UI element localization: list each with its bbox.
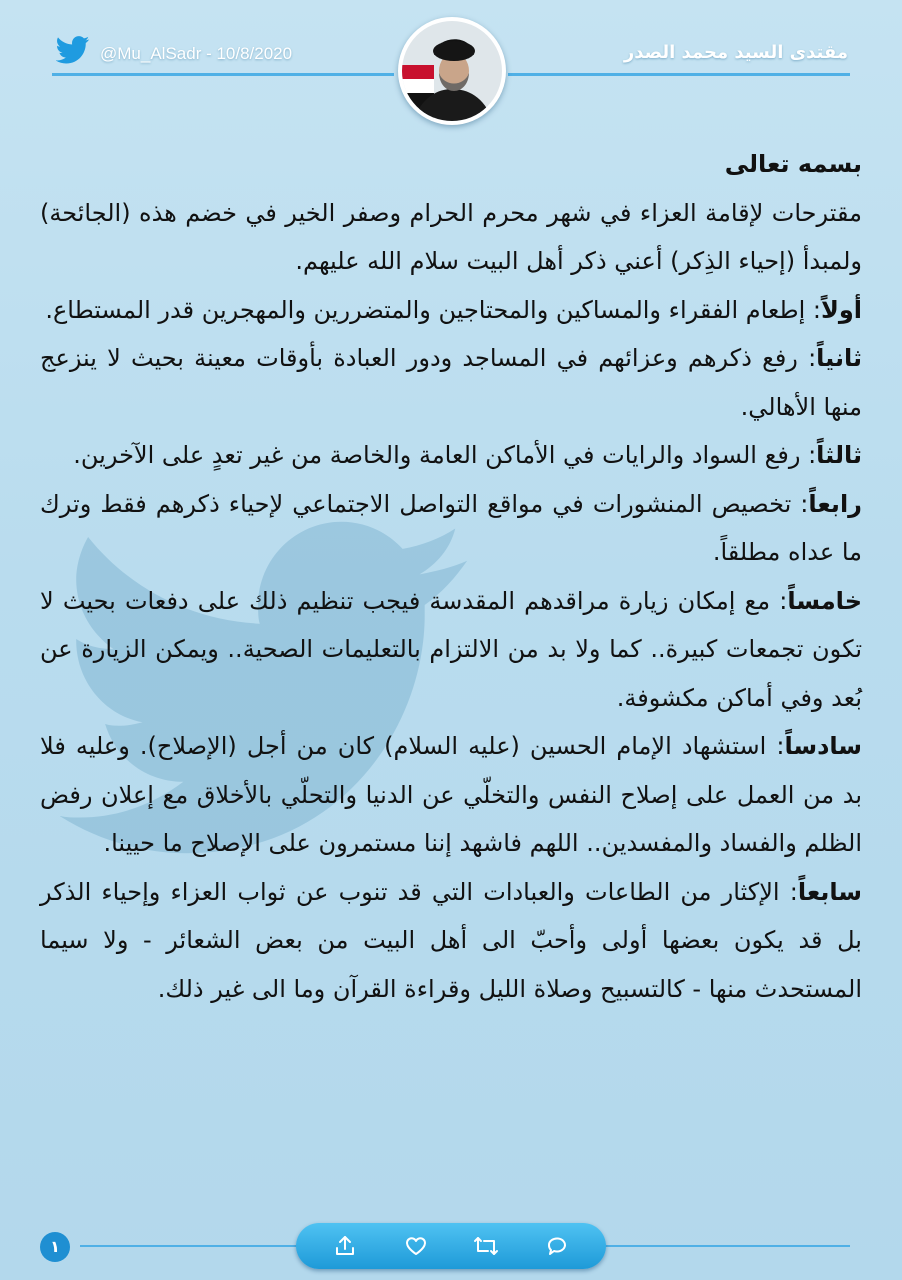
retweet-icon: [473, 1234, 499, 1258]
list-item: [40, 334, 862, 431]
list-item: [40, 480, 862, 577]
retweet-button[interactable]: [473, 1233, 499, 1259]
account-name[interactable]: مقتدى السيد محمد الصدر: [623, 42, 848, 63]
tweet-body: [40, 140, 862, 1013]
body-intro: مقترحات لإقامة العزاء في شهر محرم الحرام وصفر الخير في خضم هذه (الجائحة) ولمبدأ (إحياء الذِكر) أعني ذكر أهل البيت سلام الله عليهم.: [40, 198, 862, 275]
tweet-action-bar: [296, 1223, 606, 1269]
item-label: خامساً: [787, 586, 862, 615]
item-label: ثانياً: [816, 344, 862, 372]
reply-button[interactable]: [544, 1233, 570, 1259]
item-text: : استشهاد الإمام الحسين (عليه السلام) كان من أجل (الإصلاح). وعليه فلا بد من العمل على إصلاح النفس والتخلّي عن الدنيا والتحلّي بالأخلاق مع إعلان رفض الظلم والفساد والمفسدين.. اللهم فاشهد إننا مستمرون على الإصلاح ما حيينا.: [40, 732, 862, 857]
avatar-portrait-icon: [398, 17, 506, 125]
item-text: : رفع ذكرهم وعزائهم في المساجد ودور العبادة بأوقات معينة بحيث لا ينزعج منها الأهالي.: [40, 344, 862, 421]
page-number-badge: ١: [40, 1232, 70, 1262]
list-item: [40, 868, 862, 1014]
header-divider-right: [508, 73, 850, 76]
list-item: [40, 722, 862, 868]
list-item: [40, 286, 862, 335]
share-button[interactable]: [332, 1233, 358, 1259]
twitter-icon: [56, 36, 90, 64]
tweet-header: [0, 0, 902, 150]
item-label: سابعاً: [797, 877, 862, 906]
list-item: [40, 577, 862, 723]
body-title: بسمه تعالى: [724, 150, 862, 178]
item-label: ثالثاً: [816, 441, 862, 469]
item-label: سادساً: [784, 732, 862, 760]
like-button[interactable]: [403, 1233, 429, 1259]
heart-icon: [404, 1234, 428, 1258]
item-text: : تخصيص المنشورات في مواقع التواصل الاجتماعي لإحياء ذكرهم فقط وترك ما عداه مطلقاً.: [40, 489, 862, 566]
item-text: : إطعام الفقراء والمساكين والمحتاجين والمتضررين والمهجرين قدر المستطاع.: [45, 295, 821, 324]
reply-icon: [545, 1234, 569, 1258]
item-text: : رفع السواد والرايات في الأماكن العامة والخاصة من غير تعدٍ على الآخرين.: [73, 441, 817, 469]
item-label: أولاً: [820, 295, 862, 324]
item-text: : الإكثار من الطاعات والعبادات التي قد تنوب عن ثواب العزاء وإحياء الذكر بل قد يكون بعضها أولى وأحبّ الى أهل البيت من بعض الشعائر - ولا سيما المستحدث منها - كالتسبيح وصلاة الليل وقراءة القرآن وما الى غير ذلك.: [40, 877, 862, 1003]
item-label: رابعاً: [808, 489, 862, 518]
item-text: : مع إمكان زيارة مراقدهم المقدسة فيجب تنظيم ذلك على دفعات بحيث لا تكون تجمعات كبيرة.. كما ولا بد من الالتزام بالتعليمات الصحية.. ويمكن الزيارة عن بُعد وفي أماكن مكشوفة.: [40, 586, 862, 712]
header-divider-left: [52, 73, 394, 76]
account-handle[interactable]: @Mu_AlSadr - 10/8/2020: [100, 44, 293, 63]
list-item: [40, 431, 862, 480]
avatar[interactable]: [398, 17, 506, 125]
share-icon: [333, 1234, 357, 1258]
